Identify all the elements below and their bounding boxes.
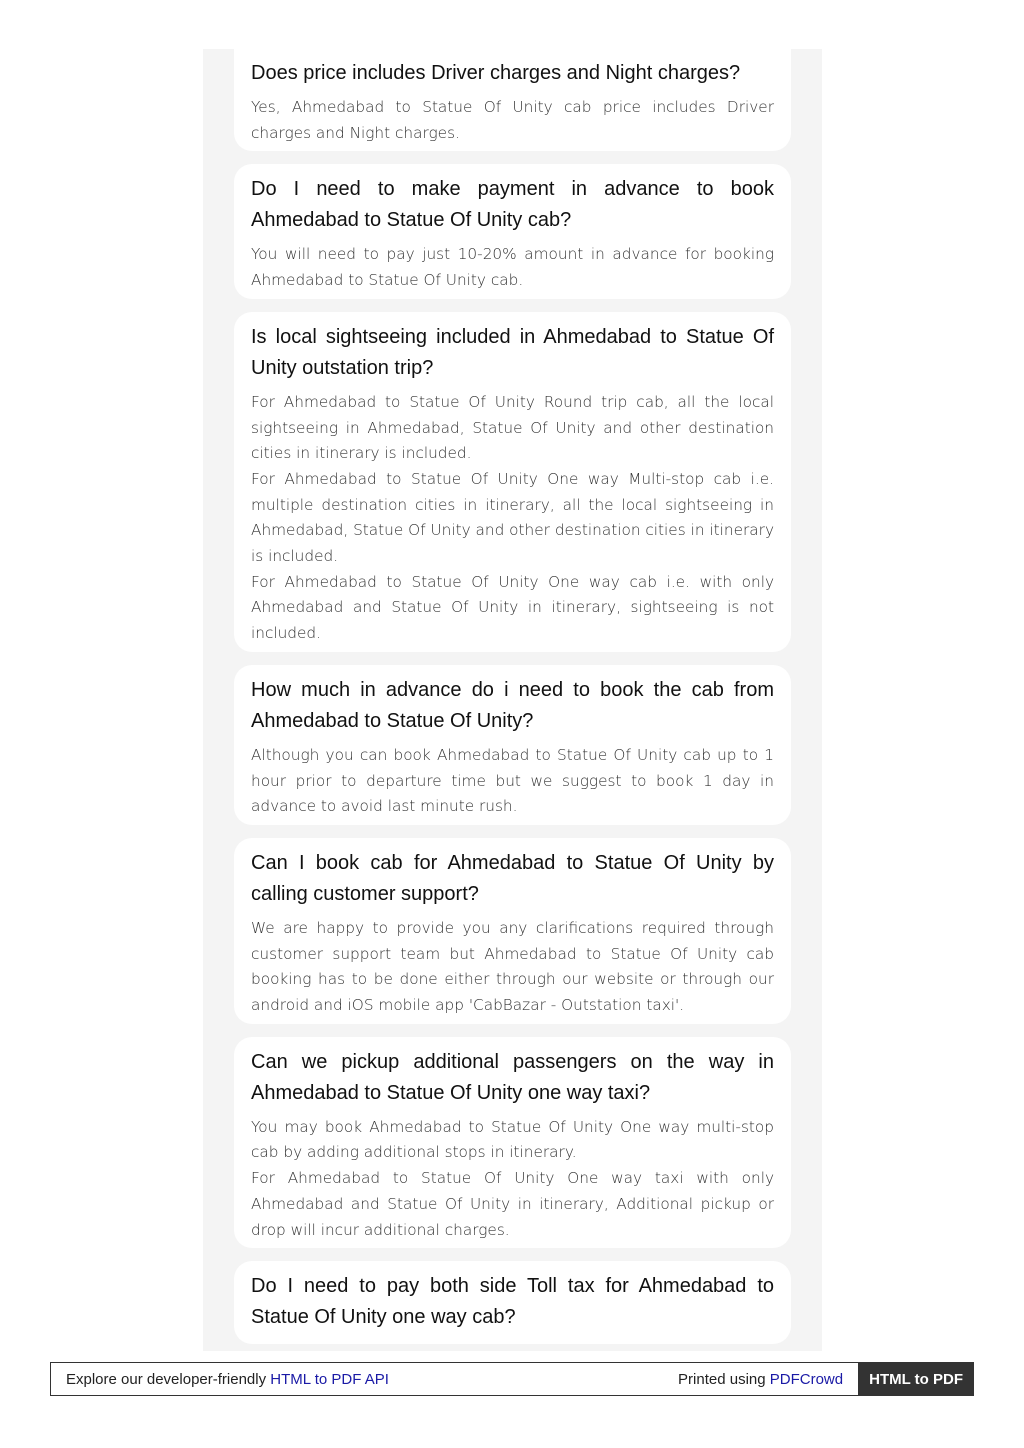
faq-card xyxy=(234,1037,791,1249)
faq-answer-paragraph: For Ahmedabad to Statue Of Unity Round trip cab, all the local sightseeing in Ahmedabad, Statue Of Unity and other destination cities in itinerary is included. xyxy=(251,392,774,463)
faq-answer xyxy=(251,242,774,293)
faq-answer xyxy=(251,390,774,647)
faq-card xyxy=(234,164,791,298)
faq-answer-paragraph: For Ahmedabad to Statue Of Unity One way cab i.e. with only Ahmedabad and Statue Of Unity in itinerary, sightseeing is not included. xyxy=(251,572,774,643)
pdfcrowd-link[interactable]: PDFCrowd xyxy=(769,1370,844,1388)
footer-explore xyxy=(51,1371,678,1388)
faq-card xyxy=(234,838,791,1024)
faq-answer-paragraph: Although you can book Ahmedabad to Statue Of Unity cab up to 1 hour prior to departure time but we suggest to book 1 day in advance to avoid last minute rush. xyxy=(251,745,774,816)
footer-explore-text: Explore our developer-friendly xyxy=(66,1370,271,1388)
footer-printed xyxy=(678,1371,858,1388)
faq-answer-paragraph: For Ahmedabad to Statue Of Unity One way Multi-stop cab i.e. multiple destination cities in itinerary, all the local sightseeing in Ahmedabad, Statue Of Unity and other destination cities in itinerary is included. xyxy=(251,469,774,566)
faq-question: Can I book cab for Ahmedabad to Statue Of Unity by calling customer support? xyxy=(251,851,774,905)
faq-question: Do I need to pay both side Toll tax for Ahmedabad to Statue Of Unity one way cab? xyxy=(251,1275,774,1329)
faq-list xyxy=(234,49,791,1351)
faq-answer xyxy=(251,95,774,146)
faq-answer xyxy=(251,1115,774,1244)
faq-question: How much in advance do i need to book the cab from Ahmedabad to Statue Of Unity? xyxy=(251,678,774,732)
faq-card xyxy=(234,312,791,652)
footer-printed-text: Printed using xyxy=(678,1370,770,1388)
faq-answer xyxy=(251,743,774,820)
faq-question: Does price includes Driver charges and Night charges? xyxy=(251,62,741,84)
html-to-pdf-api-link[interactable]: HTML to PDF API xyxy=(270,1370,389,1388)
faq-card xyxy=(234,1261,791,1344)
html-to-pdf-button[interactable]: HTML to PDF xyxy=(858,1362,974,1396)
faq-answer-paragraph: Yes, Ahmedabad to Statue Of Unity cab price includes Driver charges and Night charges. xyxy=(251,98,774,142)
faq-answer-paragraph: For Ahmedabad to Statue Of Unity One way taxi with only Ahmedabad and Statue Of Unity in itinerary, Additional pickup or drop will incur additional charges. xyxy=(251,1169,774,1239)
faq-card xyxy=(234,665,791,825)
faq-question: Do I need to make payment in advance to book Ahmedabad to Statue Of Unity cab? xyxy=(251,178,774,232)
faq-card xyxy=(234,49,791,151)
faq-question: Can we pickup additional passengers on the way in Ahmedabad to Statue Of Unity one way taxi? xyxy=(251,1050,774,1104)
faq-answer-paragraph: You will need to pay just 10-20% amount in advance for booking Ahmedabad to Statue Of Unity cab. xyxy=(251,245,774,290)
pdfcrowd-footer xyxy=(50,1362,974,1396)
faq-answer-paragraph: You may book Ahmedabad to Statue Of Unity One way multi-stop cab by adding additional stops in itinerary. xyxy=(251,1117,774,1162)
faq-question: Is local sightseeing included in Ahmedabad to Statue Of Unity outstation trip? xyxy=(251,325,774,379)
faq-answer-paragraph: We are happy to provide you any clarifications required through customer support team but Ahmedabad to Statue Of Unity cab booking has to be done either through our website or through our android and iOS mobile app 'CabBazar - Outstation taxi'. xyxy=(251,918,774,1015)
faq-answer xyxy=(251,916,774,1019)
content-column xyxy=(203,49,822,1351)
